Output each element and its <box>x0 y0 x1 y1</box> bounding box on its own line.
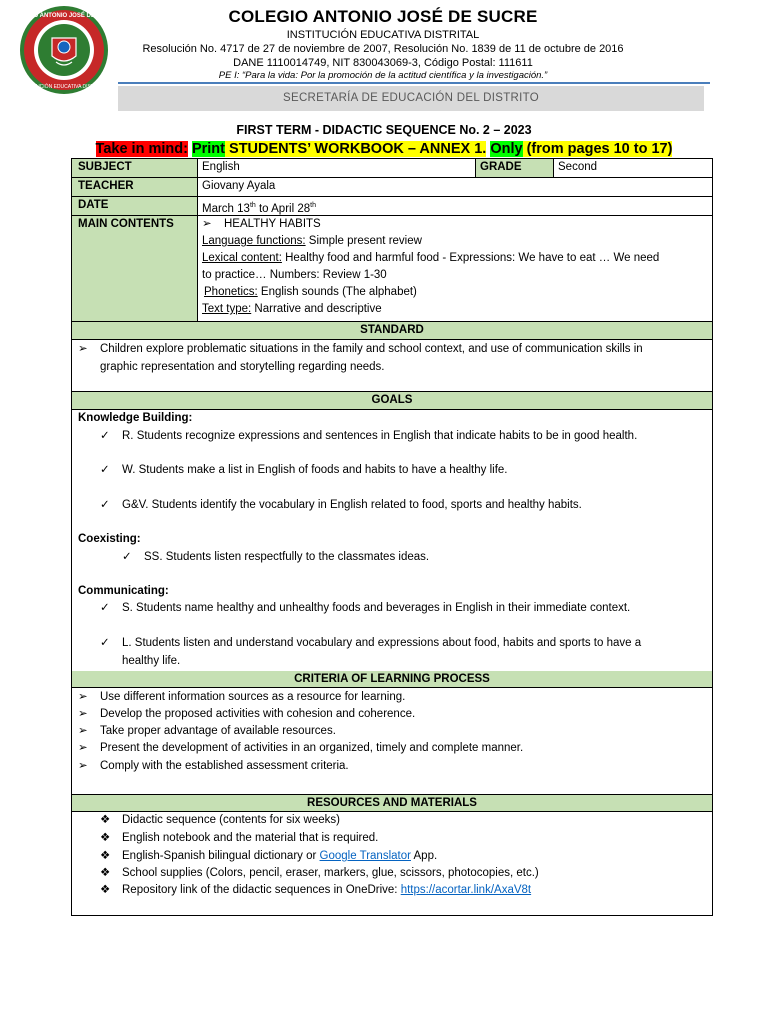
header-text <box>118 6 648 82</box>
date-start-suffix: th <box>249 202 256 209</box>
goals-heading: GOALS <box>72 392 712 410</box>
lexical-content: Lexical content: Healthy food and harmful food - Expressions: We have to eat … We need <box>202 252 660 264</box>
check-icon: ✓ <box>100 637 110 649</box>
date-end-suffix: th <box>310 202 316 209</box>
document-header <box>0 0 768 120</box>
coexisting-label: Coexisting: <box>78 533 141 545</box>
only-word: Only <box>490 141 523 157</box>
goal-k2: ✓ W. Students make a list in English of foods and habits to have a healthy life. <box>100 462 507 479</box>
school-name: COLEGIO ANTONIO JOSÉ DE SUCRE <box>228 7 538 26</box>
school-logo <box>10 4 118 96</box>
language-functions: Language functions: Simple present review <box>202 235 422 247</box>
print-notice <box>0 140 768 158</box>
arrow-bullet-icon: ➢ <box>78 691 88 703</box>
resolution-line: Resolución No. 4717 de 27 de noviembre de 2007, Resolución No. 1839 de 11 de octubre de 2016 <box>142 43 624 55</box>
diamond-bullet-icon: ❖ <box>100 814 111 826</box>
knowledge-building-label: Knowledge Building: <box>78 412 193 424</box>
standard-heading: STANDARD <box>72 322 712 340</box>
google-translator-link[interactable]: Google Translator <box>319 850 411 862</box>
check-icon: ✓ <box>100 499 110 511</box>
institution-type: INSTITUCIÓN EDUCATIVA DISTRITAL <box>286 29 480 41</box>
date-row <box>72 197 712 216</box>
lexical-content-cont: to practice… Numbers: Review 1-30 <box>202 269 387 281</box>
arrow-bullet-icon: ➢ <box>78 742 88 754</box>
teacher-value: Giovany Ayala <box>202 180 276 192</box>
goals-block <box>72 410 712 678</box>
arrow-bullet-icon: ➢ <box>202 218 212 230</box>
resource-item: ❖ Didactic sequence (contents for six weeks) <box>100 812 340 829</box>
onedrive-repository-link[interactable]: https://acortar.link/AxaV8t <box>400 884 532 896</box>
criteria-item: ➢ Develop the proposed activities with cohesion and coherence. <box>78 706 415 723</box>
diamond-bullet-icon: ❖ <box>100 832 111 844</box>
pages-text: (from pages 10 to 17) <box>522 141 673 157</box>
communicating-label: Communicating: <box>78 585 169 597</box>
date-mid: to April 28 <box>255 202 311 215</box>
standard-line-1: ➢ Children explore problematic situations in the family and school context, and use of communication skills in <box>78 341 643 358</box>
resource-item: ❖ School supplies (Colors, pencil, eraser, markers, glue, scissors, photocopies, etc.) <box>100 865 539 882</box>
main-topic: ➢ HEALTHY HABITS <box>202 216 712 233</box>
print-word: Print <box>191 141 225 157</box>
criteria-item: ➢ Use different information sources as a resource for learning. <box>78 689 405 706</box>
take-in-mind: Take in mind: <box>95 141 188 157</box>
standard-line-2: graphic representation and storytelling regarding needs. <box>100 361 385 373</box>
check-icon: ✓ <box>100 602 110 614</box>
subject-label: SUBJECT <box>72 159 198 177</box>
check-icon: ✓ <box>100 464 110 476</box>
date-label: DATE <box>72 197 198 215</box>
diamond-bullet-icon: ❖ <box>100 850 111 862</box>
resource-item: ❖ English-Spanish bilingual dictionary or Google Translator App. <box>100 848 437 865</box>
goal-k3: ✓ G&V. Students identify the vocabulary in English related to food, sports and healthy habits. <box>100 497 582 514</box>
main-contents-row <box>72 216 712 322</box>
grade-value: Second <box>558 161 598 173</box>
resource-item: ❖ Repository link of the didactic sequences in OneDrive: https://acortar.link/AxaV8t <box>100 882 531 899</box>
arrow-bullet-icon: ➢ <box>78 725 88 737</box>
workbook-text: STUDENTS’ WORKBOOK – ANNEX 1. <box>225 141 487 157</box>
goal-k1: ✓ R. Students recognize expressions and sentences in English that indicate habits to be in good health. <box>100 428 637 445</box>
arrow-bullet-icon: ➢ <box>78 343 88 355</box>
diamond-bullet-icon: ❖ <box>100 867 111 879</box>
teacher-label: TEACHER <box>72 178 198 196</box>
resources-heading: RESOURCES AND MATERIALS <box>72 795 712 812</box>
standard-block <box>72 340 712 392</box>
date-start: March 13 <box>202 202 250 215</box>
check-icon: ✓ <box>122 551 132 563</box>
subject-value: English <box>198 159 476 177</box>
goal-m2-cont: healthy life. <box>122 655 181 667</box>
logo-ring-text-bottom: INSTITUCIÓN EDUCATIVA DISTRITAL <box>20 84 108 90</box>
main-contents-label: MAIN CONTENTS <box>72 216 198 321</box>
dane-line: DANE 1110014749, NIT 830043069-3, Código Postal: 111611 <box>233 57 533 69</box>
pei-motto: PE I: “Para la vida: Por la promoción de la actitud científica y la investigación.” <box>218 70 548 81</box>
arrow-bullet-icon: ➢ <box>78 708 88 720</box>
main-contents-value <box>198 216 712 321</box>
phonetics: Phonetics: English sounds (The alphabet) <box>204 286 417 298</box>
resource-item: ❖ English notebook and the material that is required. <box>100 830 378 847</box>
criteria-item: ➢ Present the development of activities in an organized, timely and complete manner. <box>78 740 523 757</box>
check-icon: ✓ <box>100 430 110 442</box>
goal-m1: ✓ S. Students name healthy and unhealthy foods and beverages in English in their immediate context. <box>100 600 630 617</box>
date-value <box>198 197 712 215</box>
header-rule <box>118 82 710 84</box>
sequence-table <box>71 158 713 916</box>
goal-m2: ✓ L. Students listen and understand vocabulary and expressions about food, habits and sports to have a <box>100 635 641 652</box>
criteria-item: ➢ Comply with the established assessment criteria. <box>78 758 349 775</box>
document-title: FIRST TERM - DIDACTIC SEQUENCE No. 2 – 2023 <box>236 123 532 137</box>
teacher-row <box>72 178 712 197</box>
criteria-block <box>72 688 712 795</box>
subject-row <box>72 159 712 178</box>
arrow-bullet-icon: ➢ <box>78 760 88 772</box>
grade-label: GRADE <box>476 159 554 177</box>
logo-ring-text-top: COLEGIO ANTONIO JOSÉ DE SUCRE <box>10 13 118 19</box>
criteria-item: ➢ Take proper advantage of available resources. <box>78 723 336 740</box>
criteria-heading: CRITERIA OF LEARNING PROCESS <box>72 671 712 688</box>
goal-c1: ✓ SS. Students listen respectfully to the classmates ideas. <box>122 549 429 566</box>
secretaria-bar: SECRETARÍA DE EDUCACIÓN DEL DISTRITO <box>118 86 704 111</box>
text-type: Text type: Narrative and descriptive <box>202 303 382 315</box>
diamond-bullet-icon: ❖ <box>100 884 111 896</box>
resources-block <box>72 812 712 915</box>
